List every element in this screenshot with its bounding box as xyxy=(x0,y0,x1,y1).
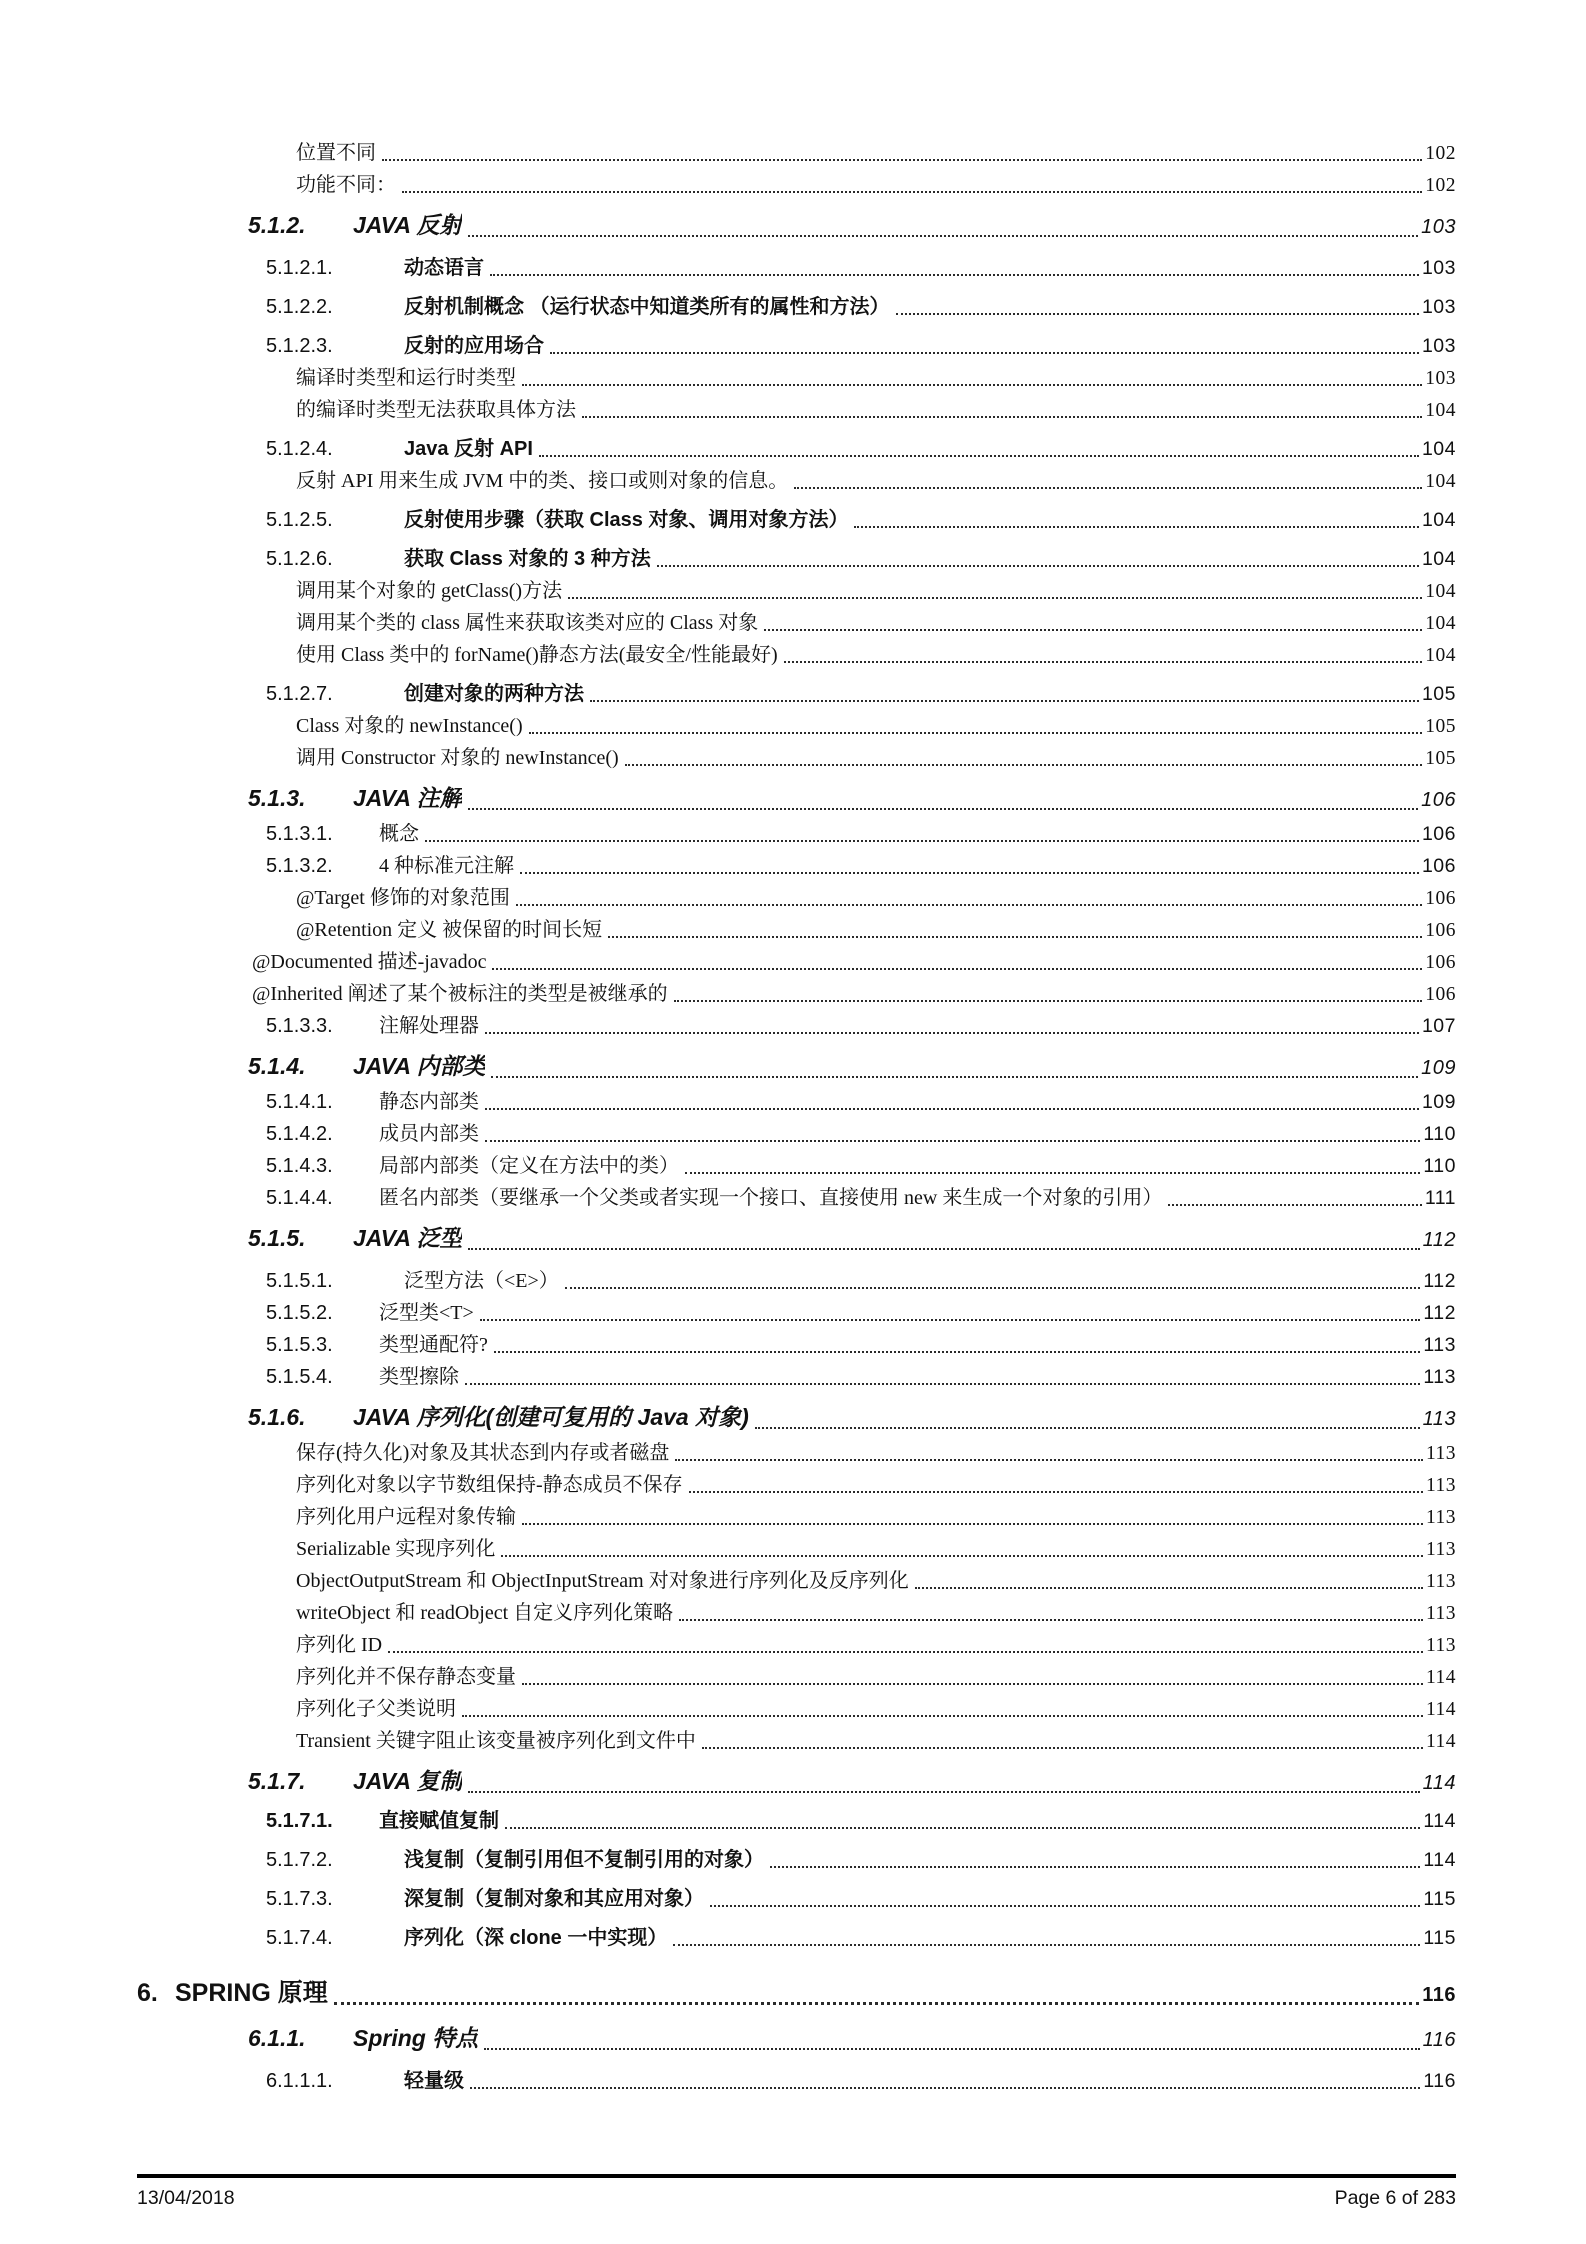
toc-entry-page: 103 xyxy=(1425,368,1456,389)
dot-leader xyxy=(529,732,1423,734)
toc-entry[interactable] xyxy=(137,1808,1456,1835)
toc-entry-page: 113 xyxy=(1425,1635,1456,1656)
dot-leader xyxy=(462,1715,1423,1717)
toc-entry[interactable] xyxy=(137,1976,1456,2012)
toc-entry[interactable] xyxy=(137,209,1456,243)
dot-leader xyxy=(382,159,1422,161)
toc-entry-title: @Inherited 阐述了某个被标注的类型是被继承的 xyxy=(252,983,668,1005)
toc-entry[interactable] xyxy=(137,468,1456,495)
toc-entry[interactable] xyxy=(137,507,1456,534)
page-footer xyxy=(137,2174,1456,2210)
dot-leader xyxy=(470,2087,1420,2089)
dot-leader xyxy=(468,1248,1419,1250)
toc-entry-page: 106 xyxy=(1421,855,1456,877)
dot-leader xyxy=(492,968,1422,970)
toc-entry-number: 6.1.1.1. xyxy=(266,2070,333,2092)
toc-entry[interactable] xyxy=(137,1089,1456,1116)
dot-leader xyxy=(565,1287,1421,1289)
toc-entry[interactable] xyxy=(137,1222,1456,1256)
toc-entry-page: 107 xyxy=(1421,1015,1456,1037)
toc-entry-title: 深复制（复制对象和其应用对象） xyxy=(404,1888,704,1910)
dot-leader xyxy=(520,872,1419,874)
toc-entry[interactable] xyxy=(137,1268,1456,1295)
toc-entry-title: 序列化对象以字节数组保持-静态成员不保存 xyxy=(296,1474,683,1496)
toc-entry-page: 105 xyxy=(1425,748,1456,769)
toc-entry-number: 5.1.3. xyxy=(248,785,306,811)
toc-entry-number: 5.1.4.2. xyxy=(266,1123,333,1145)
toc-entry-number: 5.1.4.4. xyxy=(266,1187,333,1209)
dot-leader xyxy=(685,1172,1420,1174)
toc-entry-title: 直接赋值复制 xyxy=(379,1810,499,1832)
toc-entry-number: 6. xyxy=(137,1979,158,2007)
toc-entry-title: 获取 Class 对象的 3 种方法 xyxy=(404,548,651,570)
toc-entry-title: 位置不同 xyxy=(296,142,376,164)
dot-leader xyxy=(764,629,1422,631)
dot-leader xyxy=(582,416,1422,418)
toc-entry-page: 113 xyxy=(1425,1571,1456,1592)
dot-leader xyxy=(388,1651,1423,1653)
toc-entry-title: 动态语言 xyxy=(404,257,484,279)
dot-leader xyxy=(490,274,1419,276)
dot-leader xyxy=(915,1587,1423,1589)
toc-entry[interactable] xyxy=(137,821,1456,848)
toc-entry[interactable] xyxy=(137,365,1456,392)
toc-entry-title: JAVA 内部类 xyxy=(353,1053,486,1079)
toc-entry-title: 调用某个对象的 getClass()方法 xyxy=(296,580,563,602)
toc-entry-number: 5.1.3.2. xyxy=(266,855,333,877)
toc-entry-title: 概念 xyxy=(379,823,419,845)
toc-entry[interactable] xyxy=(137,1632,1456,1659)
toc-entry[interactable] xyxy=(137,140,1456,167)
dot-leader xyxy=(485,1032,1419,1034)
toc-entry[interactable] xyxy=(137,1050,1456,1084)
toc-entry-page: 113 xyxy=(1425,1603,1456,1624)
toc-entry-page: 104 xyxy=(1425,400,1456,421)
toc-entry[interactable] xyxy=(137,610,1456,637)
dot-leader xyxy=(505,1827,1420,1829)
toc-entry-page: 109 xyxy=(1421,1091,1456,1113)
toc-entry-number: 5.1.5.4. xyxy=(266,1366,333,1388)
toc-entry-title: 序列化用户远程对象传输 xyxy=(296,1506,516,1528)
dot-leader xyxy=(608,936,1422,938)
toc-entry-number: 5.1.2.1. xyxy=(266,257,333,279)
toc-entry-number: 5.1.5. xyxy=(248,1225,306,1251)
toc-entry[interactable] xyxy=(137,981,1456,1008)
toc-entry-title: 调用 Constructor 对象的 newInstance() xyxy=(296,747,619,769)
toc-entry[interactable] xyxy=(137,2068,1456,2095)
toc-entry-title: 序列化 ID xyxy=(296,1634,383,1656)
toc-entry-page: 113 xyxy=(1425,1539,1456,1560)
toc-entry[interactable] xyxy=(137,1364,1456,1391)
toc-entry-number: 5.1.2.7. xyxy=(266,683,333,705)
toc-entry-title: 保存(持久化)对象及其状态到内存或者磁盘 xyxy=(296,1442,670,1464)
dot-leader xyxy=(516,904,1422,906)
dot-leader xyxy=(485,1108,1419,1110)
footer-page-label: Page 6 of 283 xyxy=(1334,2187,1456,2209)
dot-leader xyxy=(334,2002,1419,2005)
toc-entry-page: 112 xyxy=(1423,1302,1456,1324)
toc-entry[interactable] xyxy=(137,1332,1456,1359)
toc-entry-page: 114 xyxy=(1423,1849,1456,1871)
toc-entry[interactable] xyxy=(137,642,1456,669)
toc-entry-number: 5.1.6. xyxy=(248,1404,306,1430)
dot-leader xyxy=(675,1459,1423,1461)
toc-entry-number: 5.1.2. xyxy=(248,212,306,238)
toc-entry-page: 114 xyxy=(1425,1699,1456,1720)
toc-entry-title: 反射的应用场合 xyxy=(404,335,544,357)
toc-entry-title: 的编译时类型无法获取具体方法 xyxy=(296,399,576,421)
toc-entry-number: 5.1.4. xyxy=(248,1053,306,1079)
toc-entry[interactable] xyxy=(137,1300,1456,1327)
toc-entry-title: 轻量级 xyxy=(404,2070,464,2092)
dot-leader xyxy=(794,487,1422,489)
toc-entry-title: 创建对象的两种方法 xyxy=(404,683,584,705)
toc-entry-title: ObjectOutputStream 和 ObjectInputStream 对对象进行序列化及反序列化 xyxy=(296,1570,909,1592)
toc-entry-page: 110 xyxy=(1423,1123,1456,1145)
footer-date: 13/04/2018 xyxy=(137,2187,235,2209)
toc-entry-title: Spring 特点 xyxy=(353,2025,479,2051)
toc-entry-number: 5.1.2.6. xyxy=(266,548,333,570)
toc-entry[interactable] xyxy=(137,1664,1456,1691)
toc-entry-page: 116 xyxy=(1422,1984,1456,2006)
dot-leader xyxy=(494,1351,1421,1353)
toc-entry[interactable] xyxy=(137,1401,1456,1435)
dot-leader xyxy=(689,1491,1423,1493)
dot-leader xyxy=(568,597,1422,599)
dot-leader xyxy=(468,1791,1419,1793)
toc-entry-page: 103 xyxy=(1421,216,1456,238)
dot-leader xyxy=(468,808,1418,810)
toc-entry[interactable] xyxy=(137,1121,1456,1148)
toc-entry-page: 113 xyxy=(1425,1507,1456,1528)
toc-entry-page: 112 xyxy=(1422,1229,1456,1251)
toc-entry-page: 102 xyxy=(1425,175,1456,196)
toc-entry-title: JAVA 注解 xyxy=(353,785,463,811)
dot-leader xyxy=(425,840,1419,842)
dot-leader xyxy=(550,352,1419,354)
dot-leader xyxy=(1168,1204,1422,1206)
toc-entry-page: 113 xyxy=(1423,1366,1456,1388)
toc-entry-title: 4 种标准元注解 xyxy=(379,855,514,877)
dot-leader xyxy=(522,1683,1423,1685)
toc-entry-page: 103 xyxy=(1421,335,1456,357)
toc-entry[interactable] xyxy=(137,1886,1456,1913)
toc-entry-title: JAVA 泛型 xyxy=(353,1225,463,1251)
dot-leader xyxy=(480,1319,1421,1321)
toc-entry-page: 114 xyxy=(1423,1810,1456,1832)
toc-entry-page: 104 xyxy=(1421,548,1456,570)
dot-leader xyxy=(491,1076,1418,1078)
toc-entry[interactable] xyxy=(137,1765,1456,1799)
toc-entry-page: 103 xyxy=(1421,257,1456,279)
toc-entry[interactable] xyxy=(137,1440,1456,1467)
toc-entry-title: JAVA 反射 xyxy=(353,212,463,238)
toc-entry-page: 104 xyxy=(1425,581,1456,602)
toc-entry-title: Serializable 实现序列化 xyxy=(296,1538,496,1560)
dot-leader xyxy=(673,1944,1420,1946)
toc-entry-title: writeObject 和 readObject 自定义序列化策略 xyxy=(296,1602,674,1624)
toc-entry[interactable] xyxy=(137,1728,1456,1755)
toc-entry[interactable] xyxy=(137,333,1456,360)
dot-leader xyxy=(501,1555,1423,1557)
toc-entry-page: 115 xyxy=(1423,1888,1456,1910)
toc-entry-page: 104 xyxy=(1425,645,1456,666)
toc-entry-page: 114 xyxy=(1425,1731,1456,1752)
dot-leader xyxy=(522,1523,1423,1525)
toc-entry[interactable] xyxy=(137,1185,1456,1212)
dot-leader xyxy=(755,1427,1420,1429)
toc-entry-title: 泛型方法（<E>） xyxy=(404,1270,559,1292)
toc-entry[interactable] xyxy=(137,1013,1456,1040)
toc-entry[interactable] xyxy=(137,2022,1456,2056)
toc-entry[interactable] xyxy=(137,745,1456,772)
toc-entry[interactable] xyxy=(137,578,1456,605)
toc-entry[interactable] xyxy=(137,546,1456,573)
toc-entry-number: 5.1.7. xyxy=(248,1768,306,1794)
table-of-contents xyxy=(137,140,1456,2095)
toc-entry-number: 5.1.7.3. xyxy=(266,1888,333,1910)
toc-entry-title: @Retention 定义 被保留的时间长短 xyxy=(296,919,603,941)
dot-leader xyxy=(854,526,1418,528)
toc-entry[interactable] xyxy=(137,1925,1456,1952)
dot-leader xyxy=(710,1905,1420,1907)
toc-entry-page: 102 xyxy=(1425,143,1456,164)
toc-entry-page: 113 xyxy=(1422,1408,1456,1430)
toc-entry[interactable] xyxy=(137,1472,1456,1499)
toc-entry-title: 类型通配符? xyxy=(379,1334,488,1356)
toc-entry-page: 106 xyxy=(1421,823,1456,845)
toc-entry-title: Class 对象的 newInstance() xyxy=(296,715,523,737)
dot-leader xyxy=(485,1140,1420,1142)
toc-entry-page: 106 xyxy=(1421,789,1456,811)
toc-entry[interactable] xyxy=(137,436,1456,463)
dot-leader xyxy=(522,384,1422,386)
toc-entry-title: 编译时类型和运行时类型 xyxy=(296,367,516,389)
toc-entry[interactable] xyxy=(137,713,1456,740)
toc-entry-title: SPRING 原理 xyxy=(175,1979,328,2007)
toc-entry-title: 序列化子父类说明 xyxy=(296,1698,456,1720)
dot-leader xyxy=(465,1383,1420,1385)
toc-entry-page: 116 xyxy=(1423,2070,1456,2092)
toc-entry-number: 5.1.5.1. xyxy=(266,1270,333,1292)
toc-entry[interactable] xyxy=(137,853,1456,880)
toc-entry-page: 113 xyxy=(1425,1475,1456,1496)
toc-entry-title: 局部内部类（定义在方法中的类） xyxy=(379,1155,679,1177)
toc-entry[interactable] xyxy=(137,782,1456,816)
toc-entry[interactable] xyxy=(137,1600,1456,1627)
toc-entry-page: 111 xyxy=(1424,1187,1456,1209)
toc-entry-title: 反射 API 用来生成 JVM 中的类、接口或则对象的信息。 xyxy=(296,470,789,492)
dot-leader xyxy=(784,661,1423,663)
toc-entry-page: 105 xyxy=(1421,683,1456,705)
dot-leader xyxy=(625,764,1423,766)
toc-entry-page: 113 xyxy=(1425,1443,1456,1464)
toc-entry-title: 反射使用步骤（获取 Class 对象、调用对象方法） xyxy=(404,509,849,531)
toc-entry-number: 5.1.2.4. xyxy=(266,438,333,460)
toc-entry[interactable] xyxy=(137,397,1456,424)
toc-entry-page: 115 xyxy=(1423,1927,1456,1949)
dot-leader xyxy=(590,700,1419,702)
toc-entry[interactable] xyxy=(137,1536,1456,1563)
toc-entry[interactable] xyxy=(137,949,1456,976)
dot-leader xyxy=(539,455,1419,457)
toc-entry-number: 5.1.3.1. xyxy=(266,823,333,845)
dot-leader xyxy=(702,1747,1423,1749)
toc-entry-title: @Target 修饰的对象范围 xyxy=(296,887,510,909)
toc-entry-page: 106 xyxy=(1425,952,1456,973)
toc-entry[interactable] xyxy=(137,681,1456,708)
toc-entry-title: 注解处理器 xyxy=(379,1015,479,1037)
toc-entry-page: 104 xyxy=(1421,509,1456,531)
toc-entry-page: 105 xyxy=(1425,716,1456,737)
toc-entry-title: 泛型类<T> xyxy=(379,1302,474,1324)
toc-entry-page: 113 xyxy=(1423,1334,1456,1356)
toc-entry-title: JAVA 序列化(创建可复用的 Java 对象) xyxy=(353,1404,749,1430)
toc-entry-title: @Documented 描述-javadoc xyxy=(252,951,487,973)
dot-leader xyxy=(679,1619,1423,1621)
toc-entry-page: 109 xyxy=(1421,1057,1456,1079)
toc-entry-title: 匿名内部类（要继承一个父类或者实现一个接口、直接使用 new 来生成一个对象的引用） xyxy=(379,1187,1163,1209)
toc-entry-page: 104 xyxy=(1425,471,1456,492)
dot-leader xyxy=(402,191,1422,193)
dot-leader xyxy=(770,1866,1420,1868)
toc-entry-page: 114 xyxy=(1422,1772,1456,1794)
toc-entry-number: 5.1.2.3. xyxy=(266,335,333,357)
toc-entry-page: 103 xyxy=(1421,296,1456,318)
toc-entry-page: 114 xyxy=(1425,1667,1456,1688)
toc-entry[interactable] xyxy=(137,1696,1456,1723)
toc-entry-title: 反射机制概念 （运行状态中知道类所有的属性和方法） xyxy=(404,296,890,318)
toc-entry[interactable] xyxy=(137,885,1456,912)
toc-entry-page: 106 xyxy=(1425,984,1456,1005)
toc-entry-number: 5.1.3.3. xyxy=(266,1015,333,1037)
toc-entry-page: 112 xyxy=(1423,1270,1456,1292)
toc-entry-page: 106 xyxy=(1425,920,1456,941)
toc-entry[interactable] xyxy=(137,1847,1456,1874)
toc-entry-title: 功能不同： xyxy=(296,174,396,196)
toc-entry-title: 静态内部类 xyxy=(379,1091,479,1113)
dot-leader xyxy=(674,1000,1423,1002)
toc-entry-page: 116 xyxy=(1422,2029,1456,2051)
toc-entry-title: 调用某个类的 class 属性来获取该类对应的 Class 对象 xyxy=(296,612,759,634)
toc-entry-title: Transient 关键字阻止该变量被序列化到文件中 xyxy=(296,1730,696,1752)
toc-entry-title: 类型擦除 xyxy=(379,1366,459,1388)
toc-entry[interactable] xyxy=(137,1153,1456,1180)
toc-entry-title: JAVA 复制 xyxy=(353,1768,463,1794)
toc-entry-number: 5.1.2.2. xyxy=(266,296,333,318)
toc-entry-page: 106 xyxy=(1425,888,1456,909)
toc-entry[interactable] xyxy=(137,1504,1456,1531)
toc-entry-title: 浅复制（复制引用但不复制引用的对象） xyxy=(404,1849,764,1871)
toc-entry-page: 104 xyxy=(1425,613,1456,634)
toc-entry-number: 5.1.4.3. xyxy=(266,1155,333,1177)
toc-entry-page: 110 xyxy=(1423,1155,1456,1177)
toc-entry-title: Java 反射 API xyxy=(404,438,533,460)
toc-entry-title: 使用 Class 类中的 forName()静态方法(最安全/性能最好) xyxy=(296,644,778,666)
dot-leader xyxy=(657,565,1419,567)
dot-leader xyxy=(468,235,1418,237)
toc-entry[interactable] xyxy=(137,1568,1456,1595)
toc-entry-page: 104 xyxy=(1421,438,1456,460)
dot-leader xyxy=(484,2048,1419,2050)
toc-entry[interactable] xyxy=(137,255,1456,282)
toc-entry-number: 6.1.1. xyxy=(248,2025,306,2051)
dot-leader xyxy=(896,313,1419,315)
toc-entry-number: 5.1.7.1. xyxy=(266,1810,333,1832)
toc-entry-title: 序列化（深 clone 一中实现） xyxy=(404,1927,668,1949)
toc-entry-number: 5.1.5.3. xyxy=(266,1334,333,1356)
toc-entry-number: 5.1.2.5. xyxy=(266,509,333,531)
toc-entry-title: 成员内部类 xyxy=(379,1123,479,1145)
toc-entry-number: 5.1.7.4. xyxy=(266,1927,333,1949)
toc-entry[interactable] xyxy=(137,917,1456,944)
toc-entry-number: 5.1.5.2. xyxy=(266,1302,333,1324)
toc-entry-title: 序列化并不保存静态变量 xyxy=(296,1666,516,1688)
toc-entry[interactable] xyxy=(137,172,1456,199)
toc-entry-number: 5.1.7.2. xyxy=(266,1849,333,1871)
toc-entry-number: 5.1.4.1. xyxy=(266,1091,333,1113)
toc-entry[interactable] xyxy=(137,294,1456,321)
